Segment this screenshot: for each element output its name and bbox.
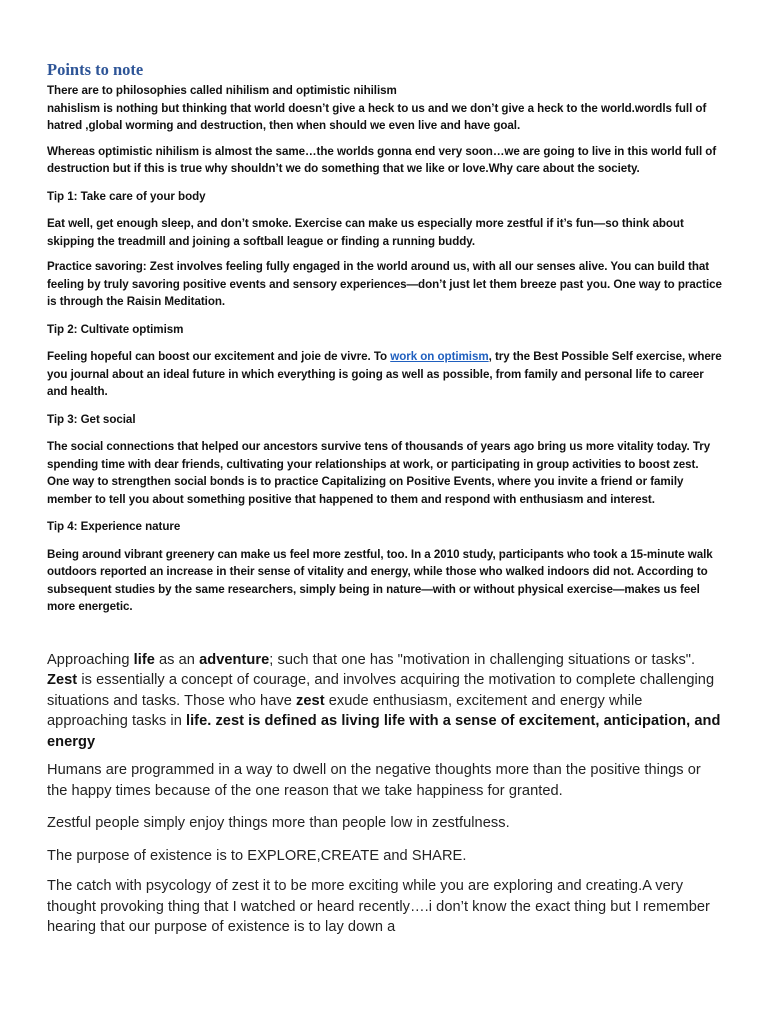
intro-line-1: There are to philosophies called nihilism and optimistic nihilism [47, 84, 397, 97]
zest-definition-paragraph: Approaching life as an adventure; such that one has "motivation in challenging situations or tasks". Zest is essentially a concept of courage, and involves acquiring the motivation to complete challenging situations and tasks. Those who have zest exude enthusiasm, excitement and energy while approaching tasks in life. zest is defined as living life with a sense of excitement, anticipation, and energy [47, 651, 721, 750]
tip-4-paragraph: Being around vibrant greenery can make us feel more zestful, too. In a 2010 study, participants who took a 15-minute walk outdoors reported an increase in their sense of vitality and energy, while those who walked indoors did not. According to subsequent studies by the same researchers, simply being in nature—with or without physical exercise—makes us feel more energetic. [47, 547, 713, 613]
tip-3-title: Tip 3: Get social [47, 412, 136, 426]
catch-paragraph: The catch with psycology of zest it to be more exciting while you are exploring and creating.A very thought provoking thing that I watched or heard recently….i don’t know the exact thing but I remember hearing that our purpose of existence is to lay down a [47, 878, 710, 935]
tip-1-title: Tip 1: Take care of your body [47, 189, 206, 203]
page-heading: Points to note [47, 60, 144, 79]
tip-1-paragraph-1: Eat well, get enough sleep, and don’t smoke. Exercise can make us especially more zestful if it’s fun—so think about skipping the treadmill and joining a softball league or finding a running buddy. [47, 217, 684, 248]
tip-2-title: Tip 2: Cultivate optimism [47, 322, 184, 336]
optimistic-nihilism-paragraph: Whereas optimistic nihilism is almost the same…the worlds gonna end very soon…we are going to live in this world full of destruction but if this is true why shouldn’t we do something that we like or love.Why care about the society. [47, 144, 717, 175]
tip-2-paragraph [47, 348, 722, 401]
work-on-optimism-link[interactable]: work on optimism [390, 350, 489, 363]
tip-1-paragraph-2: Practice savoring: Zest involves feeling fully engaged in the world around us, with all our senses alive. You can build that feeling by truly savoring positive events and sensory experiences—don’t just let them breeze past you. One way to practice is through the Raisin Meditation. [47, 260, 722, 308]
intro-line-2: nahislism is nothing but thinking that world doesn’t give a heck to us and we don’t give a heck to the world.wordls full of hatred ,global worming and destruction, then when should we even live and have goal. [47, 101, 707, 132]
tip-3-paragraph: The social connections that helped our ancestors survive tens of thousands of years ago bring us more vitality today. Try spending time with dear friends, cultivating your relationships at work, or participating in group activities to boost zest. One way to strengthen social bonds is to practice Capitalizing on Positive Events, where you invite a friend or family member to tell you about something positive that happened to them and respond with enthusiasm and interest. [47, 440, 711, 506]
purpose-paragraph: The purpose of existence is to EXPLORE,CREATE and SHARE. [47, 847, 467, 864]
zestful-paragraph: Zestful people simply enjoy things more than people low in zestfulness. [47, 815, 510, 831]
tip-2-text-before: Feeling hopeful can boost our excitement and joie de vivre. To [47, 350, 391, 363]
tip-2-text-after: , try the Best Possible Self exercise, where you journal about an ideal future in which everything is going as well as possible, from family and personal life to career and health. [47, 350, 722, 398]
tip-4-title: Tip 4: Experience nature [47, 520, 181, 533]
humans-paragraph: Humans are programmed in a way to dwell on the negative thoughts more than the positive things or the happy times because of the one reason that we take happiness for granted. [47, 762, 701, 799]
